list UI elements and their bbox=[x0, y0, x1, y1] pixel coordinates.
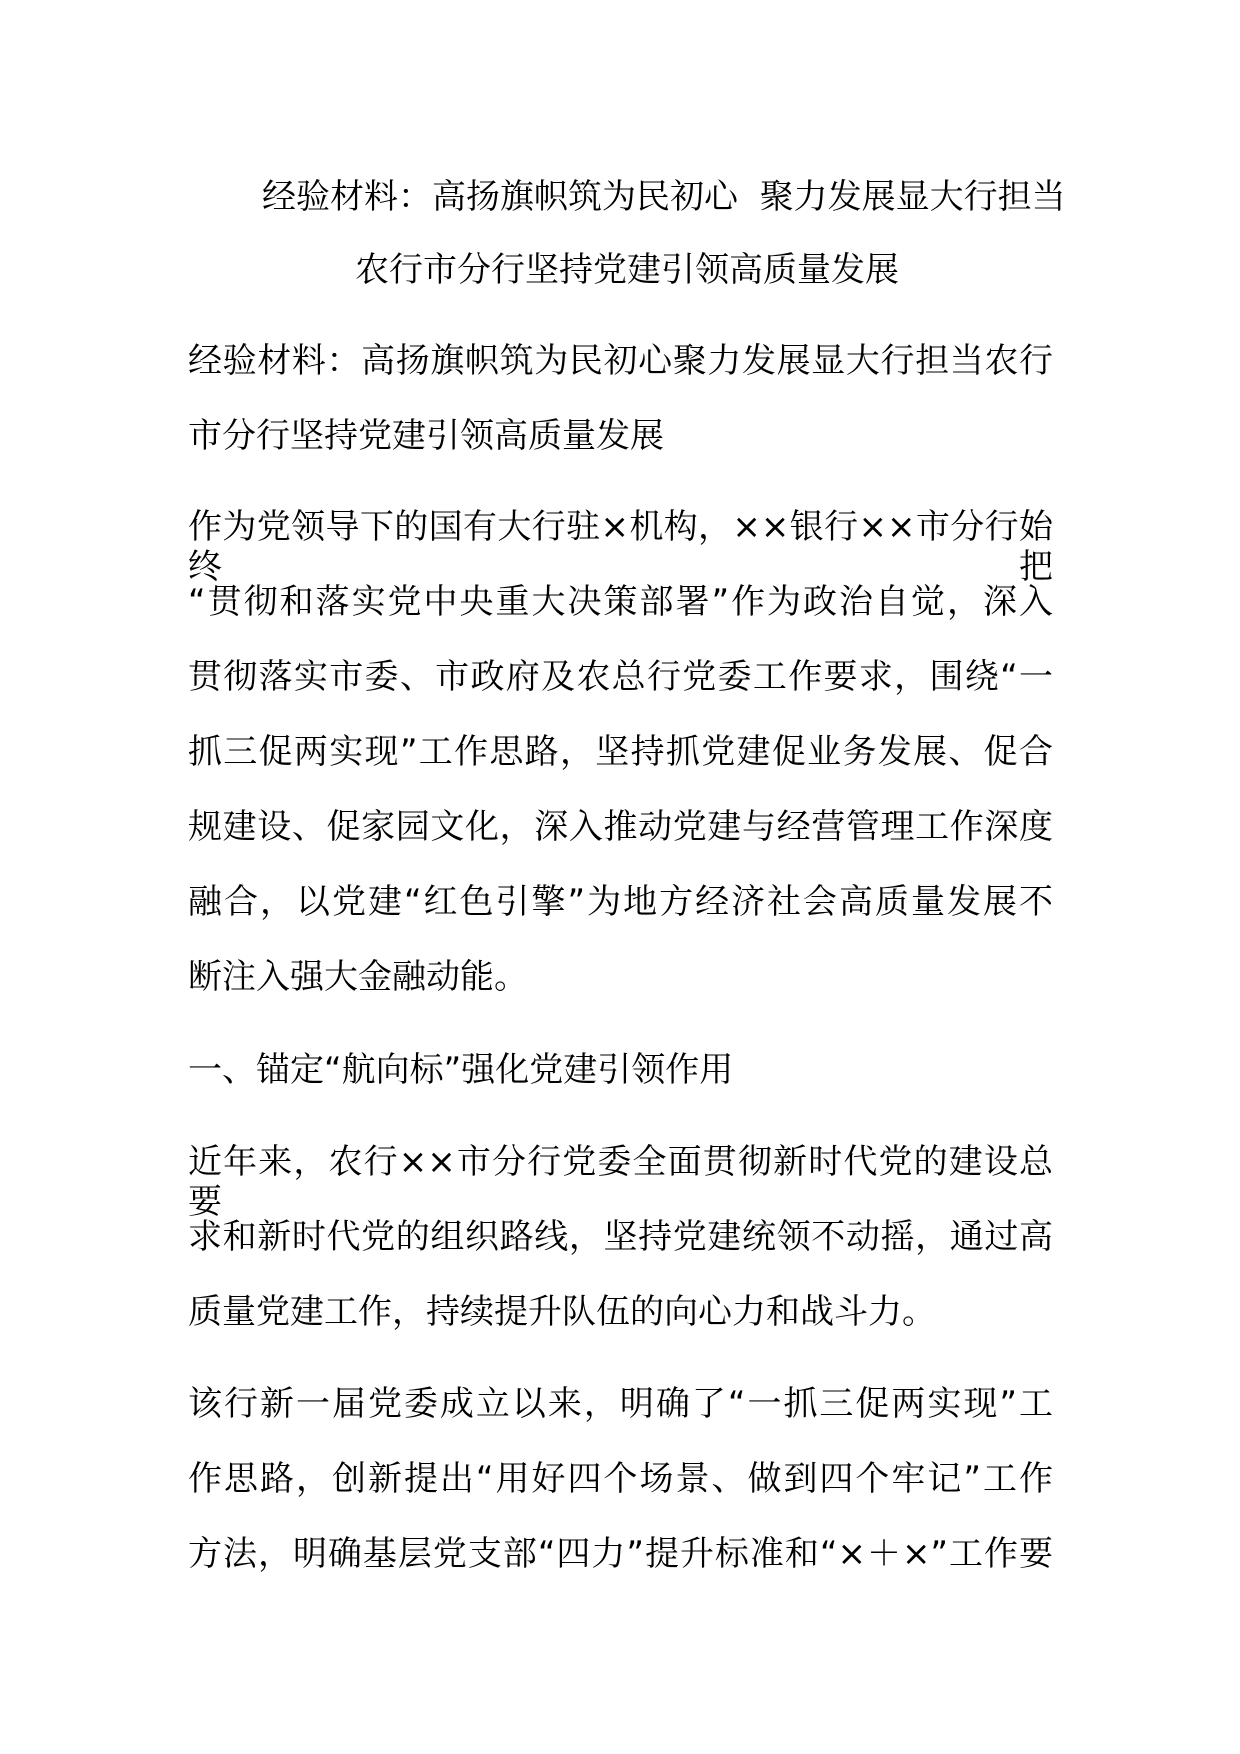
paragraph-line: 融合，以党建“红色引擎”为地方经济社会高质量发展不 bbox=[188, 882, 1053, 922]
paragraph-line: 作思路，创新提出“用好四个场景、做到四个牢记”工作 bbox=[188, 1459, 1053, 1499]
paragraph-line: 该行新一届党委成立以来，明确了“一抓三促两实现”工 bbox=[188, 1384, 1053, 1424]
title-line-2: 农行市分行坚持党建引领高质量发展 bbox=[355, 250, 899, 290]
paragraph-line: 作为党领导下的国有大行驻×机构，××银行××市分行始终把 bbox=[188, 507, 1053, 587]
title-line-1: 经验材料：高扬旗帜筑为民初心 聚力发展显大行担当 bbox=[262, 177, 1066, 217]
paragraph-line: 断注入强大金融动能。 bbox=[188, 957, 528, 997]
paragraph-line: 经验材料：高扬旗帜筑为民初心聚力发展显大行担当农行 bbox=[188, 341, 1053, 381]
paragraph-line: 抓三促两实现”工作思路，坚持抓党建促业务发展、促合 bbox=[188, 732, 1053, 772]
paragraph-line: 质量党建工作，持续提升队伍的向心力和战斗力。 bbox=[188, 1292, 936, 1332]
paragraph-line: “贯彻和落实党中央重大决策部署”作为政治自觉，深入 bbox=[188, 582, 1053, 622]
paragraph-line: 规建设、促家园文化，深入推动党建与经营管理工作深度 bbox=[188, 807, 1053, 847]
paragraph-line: 方法，明确基层党支部“四力”提升标准和“×＋×”工作要 bbox=[188, 1534, 1053, 1574]
paragraph-line: 求和新时代党的组织路线，坚持党建统领不动摇，通过高 bbox=[188, 1217, 1053, 1257]
paragraph-line: 近年来，农行××市分行党委全面贯彻新时代党的建设总要 bbox=[188, 1142, 1053, 1222]
paragraph-line: 市分行坚持党建引领高质量发展 bbox=[188, 416, 664, 456]
section-heading: 一、锚定“航向标”强化党建引领作用 bbox=[188, 1050, 734, 1090]
paragraph-line: 贯彻落实市委、市政府及农总行党委工作要求，围绕“一 bbox=[188, 657, 1053, 697]
